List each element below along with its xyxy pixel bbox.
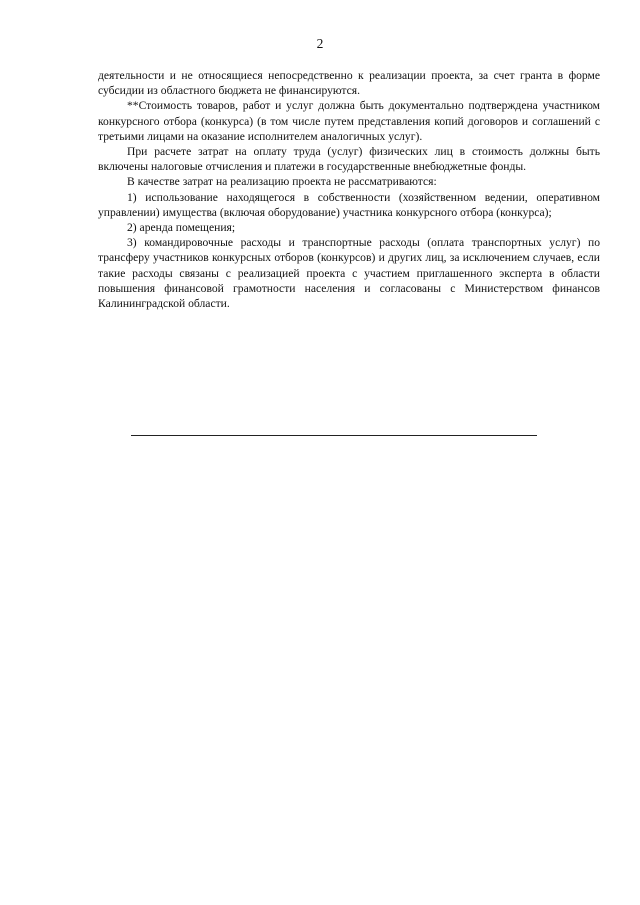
- paragraph-cost-confirmation: **Стоимость товаров, работ и услуг должна быть документально подтверждена участником конкурсного отбора (конкурса) (в том числе путем представления копий договоров и соглашений с третьими лицами на оказание исполнителем аналогичных услуг).: [98, 99, 600, 143]
- page-number: 2: [316, 36, 324, 51]
- list-item-3: 3) командировочные расходы и транспортные расходы (оплата транспортных услуг) по трансферу участников конкурсных отборов (конкурсов) и других лиц, за исключением случаев, если такие расходы связаны с реализацией проекта с участием приглашенного эксперта в области повышения финансовой грамотности населения и согласованы с Министерством финансов Калининградской области.: [98, 236, 600, 311]
- paragraph-excluded-costs-intro: В качестве затрат на реализацию проекта не рассматриваются:: [127, 175, 437, 189]
- paragraph-labor-costs: При расчете затрат на оплату труда (услуг) физических лиц в стоимость должны быть включены налоговые отчисления и платежи в государственные внебюджетные фонды.: [98, 145, 600, 174]
- list-item-1: 1) использование находящегося в собственности (хозяйственном ведении, оперативном управлении) имущества (включая оборудование) участника конкурсного отбора (конкурса);: [98, 190, 600, 219]
- document-body: [98, 68, 600, 311]
- end-divider-line: [131, 435, 537, 436]
- list-item-2: 2) аренда помещения;: [127, 221, 236, 235]
- paragraph-continuation: деятельности и не относящиеся непосредственно к реализации проекта, за счет гранта в форме субсидии из областного бюджета не финансируются.: [98, 69, 600, 98]
